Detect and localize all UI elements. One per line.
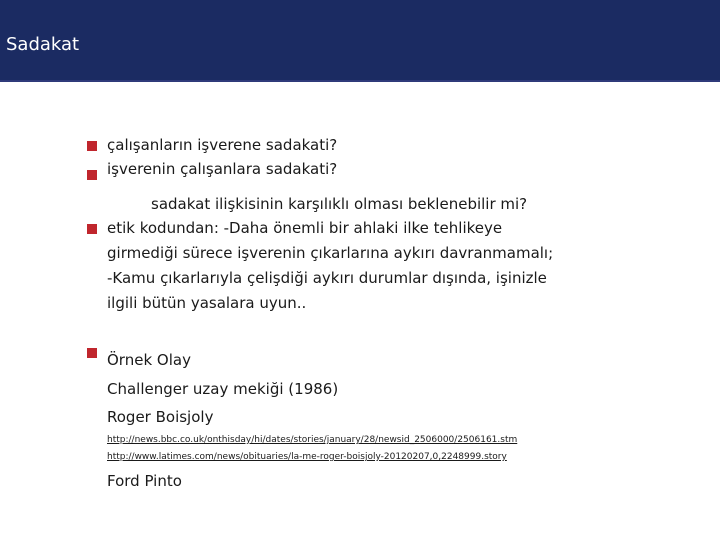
reference-link-latimes[interactable]: http://www.latimes.com/news/obituaries/la-me-roger-boisjoly-20120207,0,2248999.story: [107, 452, 507, 462]
example-heading: Örnek Olay: [107, 351, 191, 369]
slide-title: Sadakat: [6, 34, 80, 55]
bullet-text-4-line-3: -Kamu çıkarlarıyla çelişdiği aykırı durumlar dışında, işinizle: [107, 269, 547, 287]
bullet-text-4-line-4: ilgili bütün yasalara uyun..: [107, 294, 307, 312]
bullet-marker: [87, 170, 97, 180]
bullet-marker: [87, 141, 97, 151]
example-person: Roger Boisjoly: [107, 408, 214, 426]
reference-link-bbc[interactable]: http://news.bbc.co.uk/onthisday/hi/dates/stories/january/28/newsid_2506000/2506161.stm: [107, 435, 518, 445]
example-case-ford-pinto: Ford Pinto: [107, 472, 182, 490]
bullet-marker: [87, 348, 97, 358]
bullet-text-4-line-1: etik kodundan: -Daha önemli bir ahlaki ilke tehlikeye: [107, 219, 503, 237]
bullet-text-4-line-2: girmediği sürece işverenin çıkarlarına aykırı davranmamalı;: [107, 244, 554, 262]
example-case-challenger: Challenger uzay mekiği (1986): [107, 380, 339, 398]
bullet-text-2: işverenin çalışanlara sadakati?: [107, 160, 338, 178]
bullet-marker: [87, 224, 97, 234]
bullet-text-1: çalışanların işverene sadakati?: [107, 136, 338, 154]
bullet-text-3: sadakat ilişkisinin karşılıklı olması beklenebilir mi?: [151, 195, 528, 213]
